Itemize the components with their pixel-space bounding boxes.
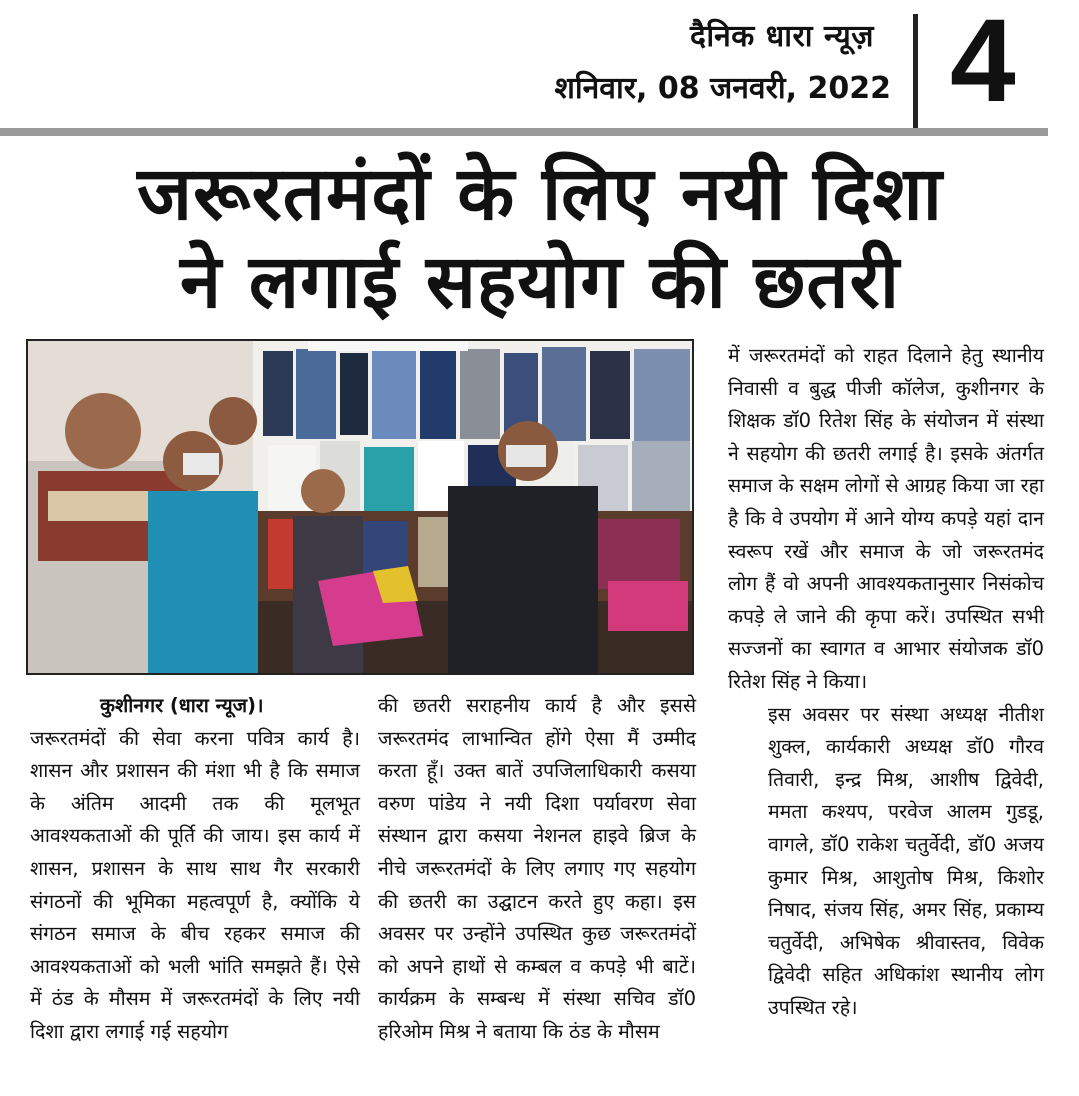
article-col2-text: की छतरी सराहनीय कार्य है और इससे जरूरतमंद लाभान्वित होंगे ऐसा मैं उम्मीद करता हूँ। उक्त बातें उपजिलाधिकारी कसया वरुण पांडेय ने नयी दिशा पर्यावरण सेवा संस्थान द्वारा कसया नेशनल हाइवे ब्रिज के नीचे जरूरतमंदों के लिए लगाए गए सहयोग की छतरी का उद्घाटन करते हुए कहा। इस अवसर पर उन्होंने उपस्थित कुछ जरूरतमंदों को अपने हाथों से कम्बल व कपड़े भी बाटें। कार्यक्रम के सम्बन्ध में संस्था सचिव डॉ0 हरिओम मिश्र ने बताया कि ठंड के मौसम xyxy=(378,694,696,1043)
article-dateline: कुशीनगर (धारा न्यूज)। xyxy=(100,694,264,717)
article-column-1 xyxy=(30,690,360,1049)
photo-illustration xyxy=(28,341,692,673)
headline xyxy=(20,150,1060,326)
masthead-divider xyxy=(913,14,918,132)
headline-line-1: जरूरतमंदों के लिए नयी दिशा xyxy=(137,151,943,237)
article-column-2 xyxy=(378,690,696,1049)
masthead xyxy=(0,0,1079,140)
article-column-3 xyxy=(728,340,1044,1024)
page-number: 4 xyxy=(950,0,1016,127)
issue-date: शनिवार, 08 जनवरी, 2022 xyxy=(554,71,891,106)
headline-line-2: ने लगाई सहयोग की छतरी xyxy=(179,239,900,325)
article-col3-para-2: इस अवसर पर संस्था अध्यक्ष नीतीश शुक्ल, कार्यकारी अध्यक्ष डॉ0 गौरव तिवारी, इन्द्र मिश्र, आशीष द्विवेदी, ममता कश्यप, परवेज आलम गुडडू, वागले, डॉ0 राकेश चतुर्वेदी, डॉ0 अजय कुमार मिश्र, आशुतोष मिश्र, किशोर निषाद, संजय सिंह, अमर सिंह, प्रकाम्य चतुर्वेदी, अभिषेक श्रीवास्तव, विवेक द्विवेदी सहित अधिकांश स्थानीय लोग उपस्थित रहे। xyxy=(768,702,1044,1019)
masthead-rule xyxy=(0,128,1048,136)
article-col1-text: जरूरतमंदों की सेवा करना पवित्र कार्य है। शासन और प्रशासन की मंशा भी है कि समाज के अंतिम आदमी तक की मूलभूत आवश्यकताओं की पूर्ति की जाय। इस कार्य में शासन, प्रशासन के साथ साथ गैर सरकारी संगठनों की भूमिका महत्वपूर्ण है, क्योंकि ये संगठन समाज के बीच रहकर समाज की आवश्यकताओं को भली भांति समझते हैं। ऐसे में ठंड के मौसम में जरूरतमंदों के लिए नयी दिशा द्वारा लगाई गई सहयोग xyxy=(30,726,360,1043)
article-col3-para-1: में जरूरतमंदों को राहत दिलाने हेतु स्थानीय निवासी व बुद्ध पीजी कॉलेज, कुशीनगर के शिक्षक डॉ0 रितेश सिंह के संयोजन में संस्था ने सहयोग की छतरी लगाई है। इसके अंतर्गत समाज के सक्षम लोगों से आग्रह किया जा रहा है कि वे उपयोग में आने योग्य कपड़े यहां दान स्वरूप रखें और समाज के जो जरूरतमंद लोग हैं वो अपनी आवश्यकतानुसार निसंकोच कपड़े ले जाने की कृपा करें। उपस्थित सभी सज्जनों का स्वागत व आभार संयोजक डॉ0 रितेश सिंह ने किया। xyxy=(728,344,1044,693)
news-photo xyxy=(26,339,694,675)
paper-name: दैनिक धारा न्यूज़ xyxy=(689,19,874,54)
